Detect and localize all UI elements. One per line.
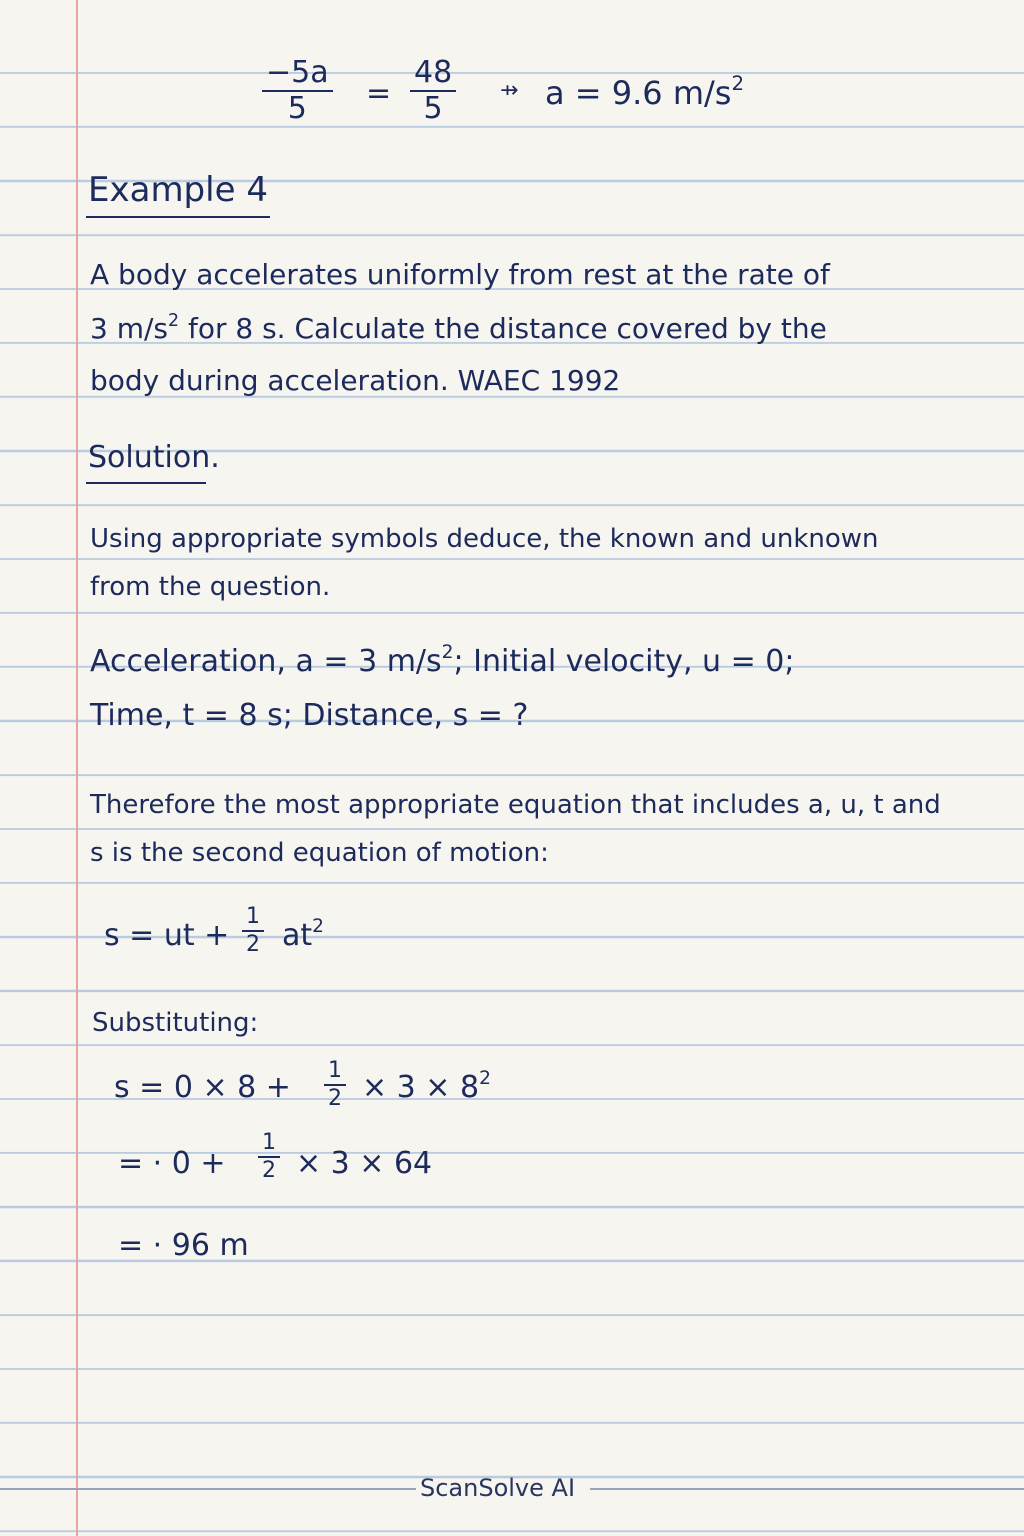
substituting-label: Substituting: bbox=[92, 1008, 259, 1038]
step1-exponent: 2 bbox=[479, 1067, 491, 1089]
step2-fraction bbox=[258, 1132, 280, 1182]
knowns-line-1 bbox=[90, 641, 795, 679]
main-equation-denominator: 2 bbox=[246, 932, 260, 957]
intro-line-2: from the question. bbox=[90, 572, 331, 602]
lhs-fraction bbox=[262, 55, 333, 126]
header-result-text: a = 9.6 m/s bbox=[545, 74, 732, 112]
step1-rhs-text: × 3 × 8 bbox=[362, 1070, 480, 1105]
knowns-acceleration-exponent: 2 bbox=[441, 641, 454, 663]
step1-numerator: 1 bbox=[324, 1060, 346, 1086]
question-line-2-rest: for 8 s. Calculate the distance covered by the bbox=[179, 312, 827, 345]
step2-rhs: × 3 × 64 bbox=[296, 1146, 433, 1181]
rhs-fraction bbox=[410, 55, 456, 126]
lhs-denominator: 5 bbox=[287, 91, 307, 126]
substitution-step-3: = · 96 m bbox=[118, 1228, 249, 1263]
main-equation-rhs bbox=[282, 915, 324, 953]
lhs-numerator: −5a bbox=[262, 58, 333, 92]
therefore-line-1: Therefore the most appropriate equation that includes a, u, t and bbox=[90, 790, 941, 820]
footer-rule-left bbox=[0, 1488, 416, 1490]
rhs-denominator: 5 bbox=[423, 91, 443, 126]
knowns-acceleration: Acceleration, a = 3 m/s bbox=[90, 644, 442, 679]
step2-lhs: = · 0 + bbox=[118, 1146, 226, 1181]
margin-line bbox=[76, 0, 78, 1536]
header-result-exponent: 2 bbox=[731, 72, 745, 96]
step1-fraction bbox=[324, 1060, 346, 1110]
main-equation-rhs-text: at bbox=[282, 918, 313, 953]
main-equation-exponent: 2 bbox=[312, 915, 324, 937]
footer-rule-right bbox=[590, 1488, 1024, 1490]
example-title: Example 4 bbox=[88, 170, 268, 210]
therefore-line-2: s is the second equation of motion: bbox=[90, 838, 549, 868]
question-line-3: body during acceleration. WAEC 1992 bbox=[90, 364, 621, 397]
question-line-2 bbox=[90, 312, 827, 345]
header-equals: = bbox=[366, 76, 392, 111]
solution-heading-underline bbox=[86, 482, 206, 484]
knowns-initial-velocity: ; Initial velocity, u = 0; bbox=[453, 644, 795, 679]
solution-heading: Solution. bbox=[88, 440, 220, 475]
main-equation-lhs: s = ut + bbox=[104, 918, 230, 953]
step1-lhs: s = 0 × 8 + bbox=[114, 1070, 291, 1105]
step2-numerator: 1 bbox=[258, 1132, 280, 1158]
question-line-2-exponent: 2 bbox=[168, 310, 180, 331]
main-equation-numerator: 1 bbox=[242, 906, 264, 932]
header-result bbox=[545, 74, 744, 112]
intro-line-1: Using appropriate symbols deduce, the known and unknown bbox=[90, 524, 879, 554]
question-line-2-unit: 3 m/s bbox=[90, 312, 169, 345]
main-equation-fraction bbox=[242, 906, 264, 956]
example-title-underline bbox=[86, 216, 270, 218]
step1-rhs bbox=[362, 1067, 491, 1105]
step2-denominator: 2 bbox=[262, 1158, 276, 1183]
step1-denominator: 2 bbox=[328, 1086, 342, 1111]
footer-brand: ScanSolve AI bbox=[420, 1474, 576, 1502]
knowns-line-2: Time, t = 8 s; Distance, s = ? bbox=[90, 698, 529, 733]
rhs-numerator: 48 bbox=[410, 58, 456, 92]
question-line-1: A body accelerates uniformly from rest at the rate of bbox=[90, 258, 830, 291]
implies-arrow-icon: ⇸ bbox=[500, 78, 519, 103]
